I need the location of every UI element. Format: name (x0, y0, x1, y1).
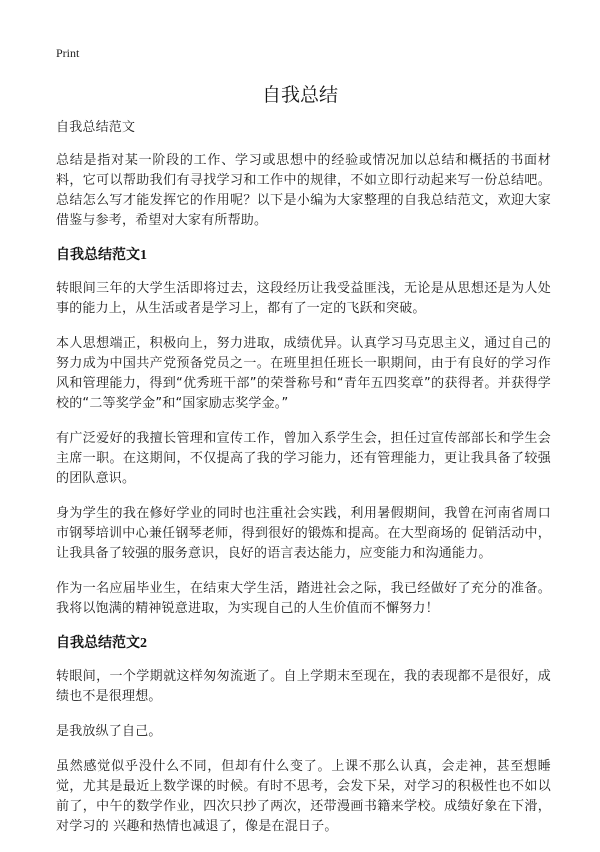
paragraph: 是我放纵了自己。 (56, 724, 162, 739)
paragraph: 虽然感觉似乎没什么不同，但却有什么变了。上课不那么认真，会走神，甚至想睡觉，尤其是最近上数学课的时候。有时不思考，会发下呆，对学习的积极性也不如以前了，中午的数学作业，四次只抄了两次，还带漫画书籍来学校。成绩好象在下滑，对学习的 兴趣和热情也减退了，像是在混日子。 (56, 759, 551, 834)
paragraph: 转眼间，一个学期就这样匆匆流逝了。自上学期末至现在，我的表现都不是很好，成绩也不是很理想。 (56, 669, 551, 704)
intro-label: 自我总结范文 (56, 120, 136, 135)
section-heading-2: 自我总结范文2 (56, 636, 147, 651)
print-link[interactable]: Print (56, 46, 80, 60)
paragraph: 转眼间三年的大学生活即将过去，这段经历让我受益匪浅，无论是从思想还是为人处事的能力上，从生活或者是学习上，都有了一定的飞跃和突破。 (56, 281, 551, 316)
document-body (56, 118, 551, 852)
paragraph: 身为学生的我在修好学业的同时也注重社会实践，利用暑假期间，我曾在河南省周口市钢琴培训中心兼任钢琴老师，得到很好的锻炼和提高。在大型商场的 促销活动中，让我具备了较强的服务意识，良好的语言表达能力，应变能力和沟通能力。 (56, 506, 551, 561)
section-heading-1: 自我总结范文1 (56, 248, 147, 263)
paragraph: 作为一名应届毕业生，在结束大学生活，踏进社会之际，我已经做好了充分的准备。我将以饱满的精神锐意进取，为实现自己的人生价值而不懈努力！ (56, 581, 551, 616)
paragraph: 有广泛爱好的我擅长管理和宣传工作，曾加入系学生会，担任过宣传部部长和学生会主席一职。在这期间，不仅提高了我的学习能力，还有管理能力，更让我具备了较强的团队意识。 (56, 431, 551, 486)
paragraph: 本人思想端正，积极向上，努力进取，成绩优异。认真学习马克思主义，通过自己的努力成为中国共产党预备党员之一。在班里担任班长一职期间，由于有良好的学习作风和管理能力，得到“优秀班干部”的荣誉称号和“青年五四奖章”的获得者。并获得学校的“二等奖学金”和“国家励志奖学金。” (56, 336, 551, 411)
intro-paragraph: 总结是指对某一阶段的工作、学习或思想中的经验或情况加以总结和概括的书面材料，它可以帮助我们有寻找学习和工作中的规律，不如立即行动起来写一份总结吧。总结怎么写才能发挥它的作用呢？以下是小编为大家整理的自我总结范文，欢迎大家借鉴与参考，希望对大家有所帮助。 (56, 153, 551, 228)
page-title: 自我总结 (261, 84, 338, 106)
